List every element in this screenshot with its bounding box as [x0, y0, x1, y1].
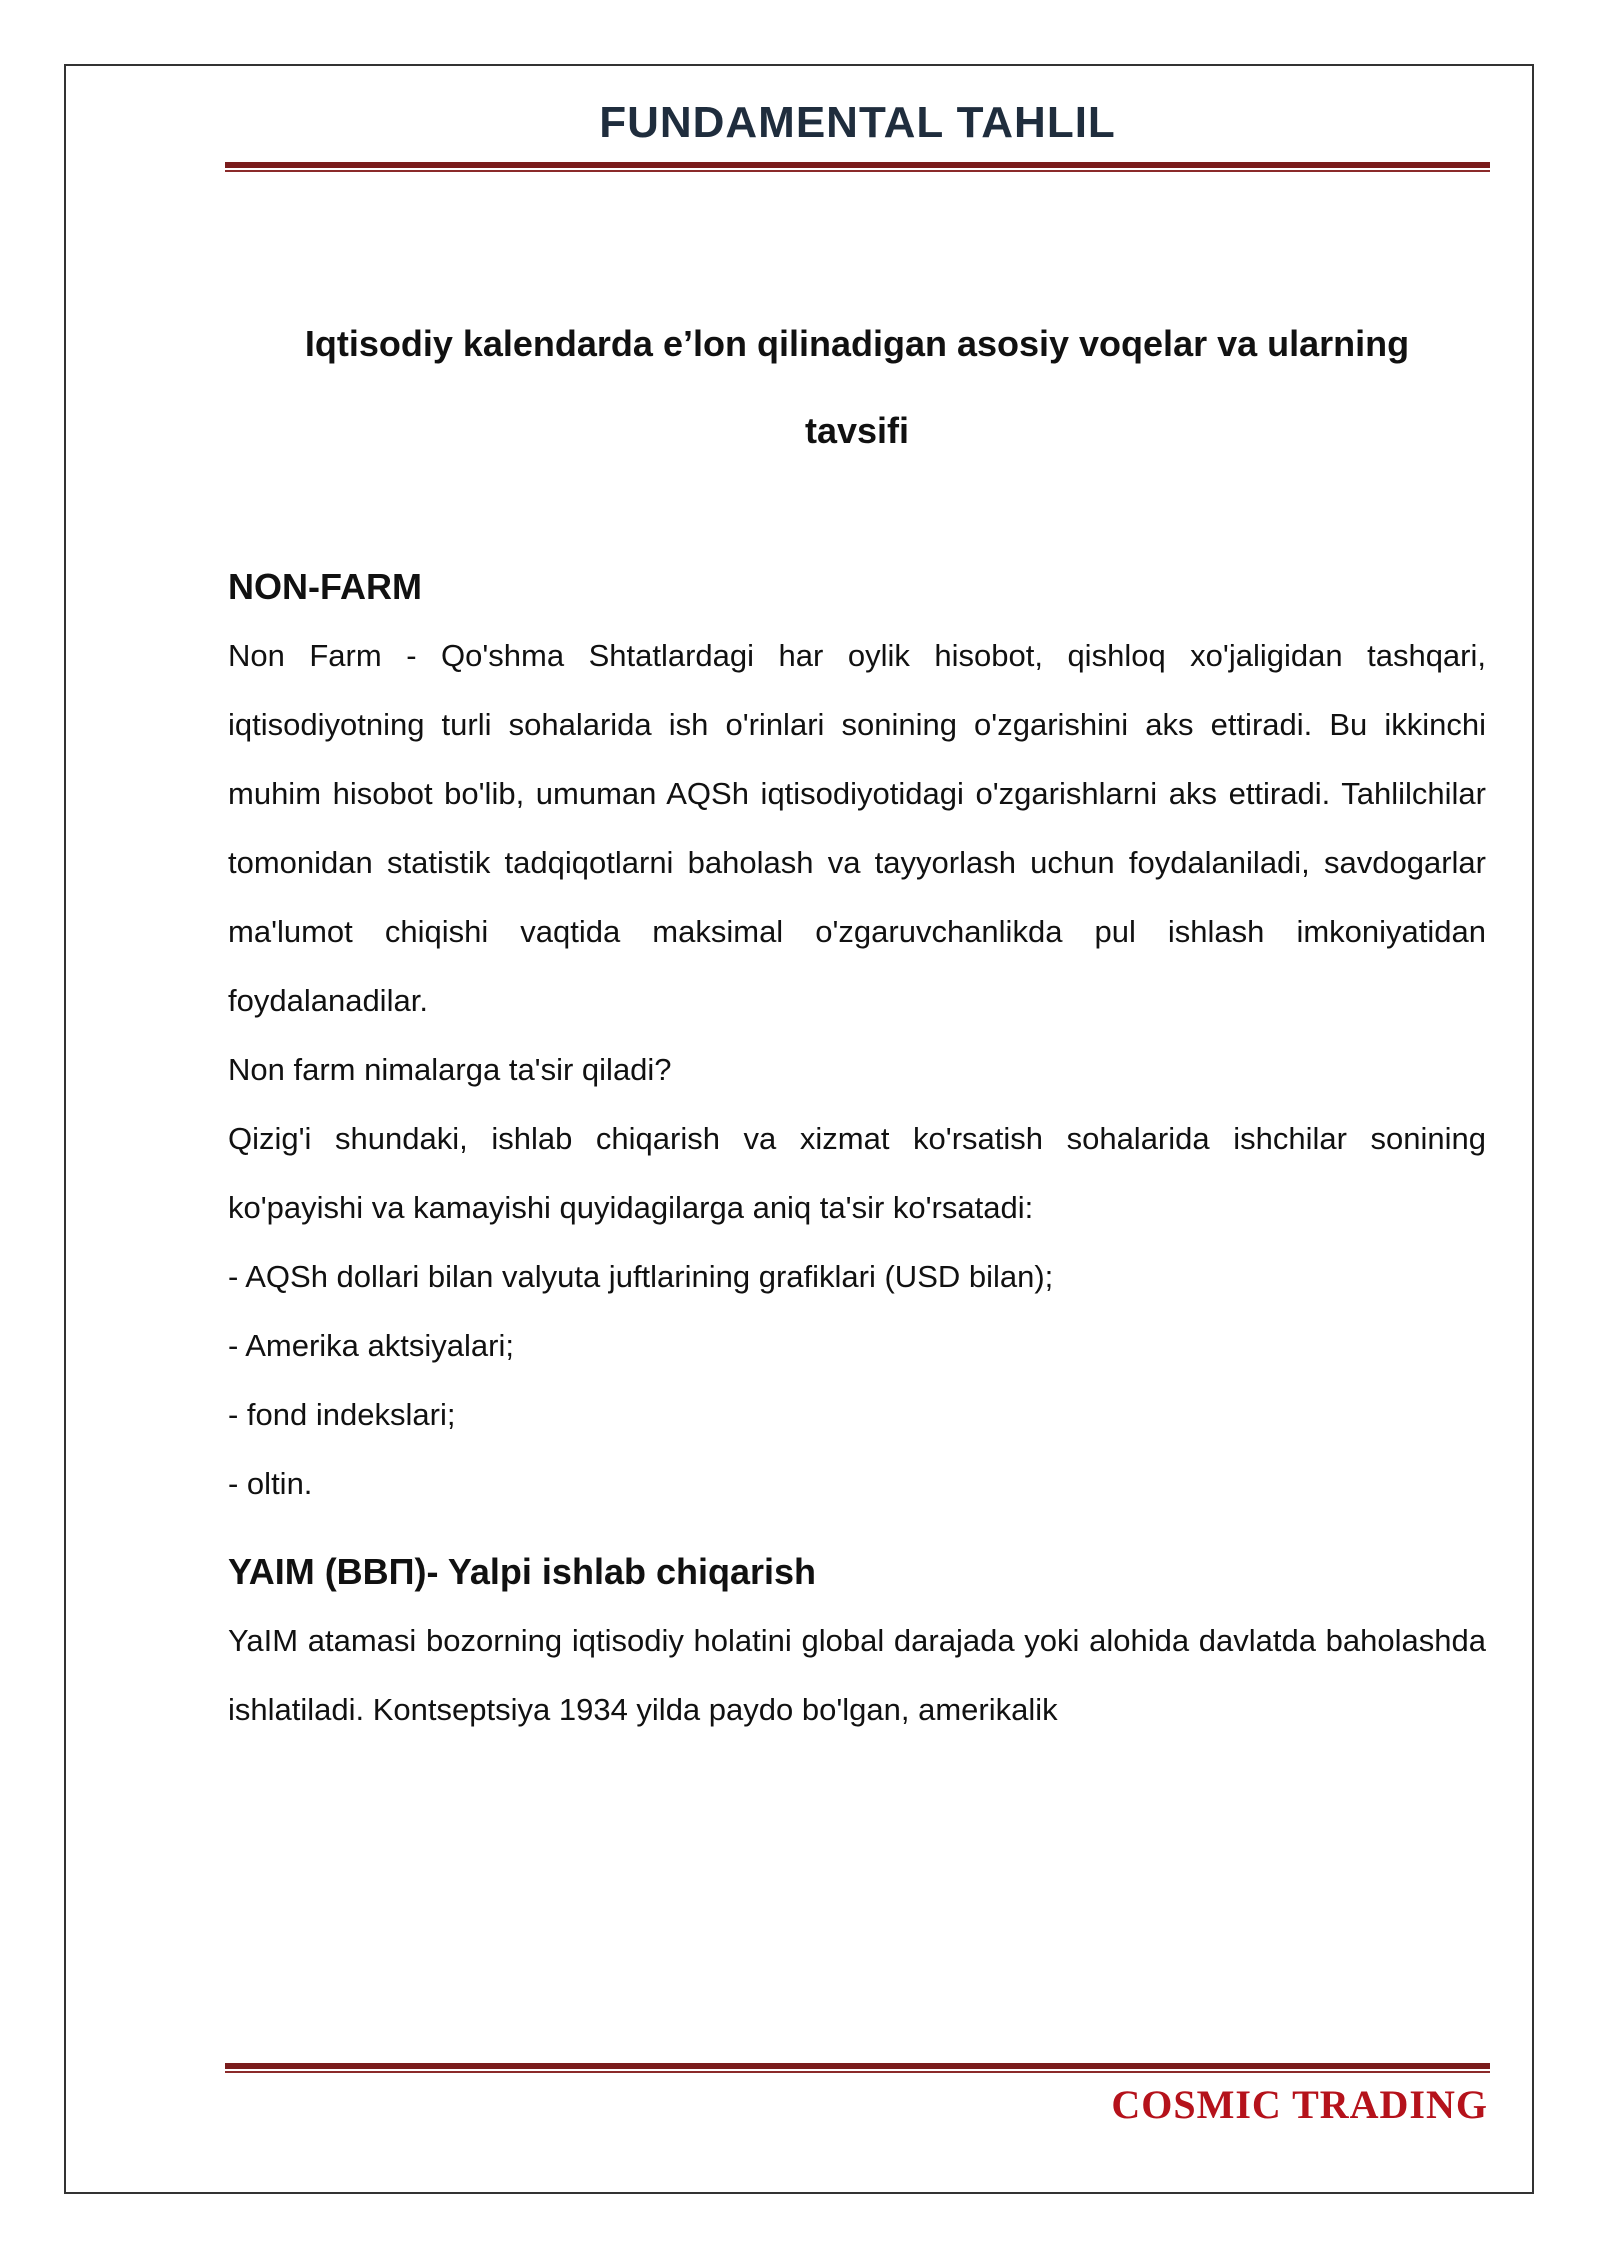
- header-rule-thin: [225, 170, 1490, 172]
- document-title-line-2: tavsifi: [804, 410, 910, 451]
- non-farm-paragraph-2: Qizig'i shundaki, ishlab chiqarish va xizmat ko'rsatish sohalarida ishchilar sonining ko'payishi va kamayishi quyidagilarga aniq ta'sir ko'rsatadi:: [228, 1121, 1486, 1225]
- document-title: [228, 300, 1486, 474]
- bullet-item: - fond indekslari;: [228, 1397, 456, 1432]
- section-heading-non-farm: NON-FARM: [228, 566, 422, 607]
- non-farm-question: Non farm nimalarga ta'sir qiladi?: [228, 1052, 672, 1087]
- header-rule: [225, 162, 1490, 172]
- document-body: [228, 300, 1486, 1744]
- section-heading-yaim: YAIM (ВВП)- Yalpi ishlab chiqarish: [228, 1551, 817, 1592]
- footer-brand: COSMIC TRADING: [1111, 2082, 1488, 2127]
- header-title: FUNDAMENTAL TAHLIL: [599, 98, 1116, 147]
- bullet-item: - Amerika aktsiyalari;: [228, 1328, 514, 1363]
- bullet-item: - AQSh dollari bilan valyuta juftlarining grafiklari (USD bilan);: [228, 1259, 1054, 1294]
- yaim-paragraph-1: YaIM atamasi bozorning iqtisodiy holatini global darajada yoki alohida davlatda baholashda ishlatiladi. Kontseptsiya 1934 yilda paydo bo'lgan, amerikalik: [228, 1623, 1486, 1727]
- non-farm-paragraph-1: Non Farm - Qo'shma Shtatlardagi har oylik hisobot, qishloq xo'jaligidan tashqari, iqtisodiyotning turli sohalarida ish o'rinlari sonining o'zgarishini aks ettiradi. Bu ikkinchi muhim hisobot bo'lib, umuman AQSh iqtisodiyotidagi o'zgarishlarni aks ettiradi. Tahlilchilar tomonidan statistik tadqiqotlarni baholash va tayyorlash uchun foydalaniladi, savdogarlar ma'lumot chiqishi vaqtida maksimal o'zgaruvchanlikda pul ishlash imkoniyatidan foydalanadilar.: [228, 638, 1486, 1018]
- document-title-line-1: Iqtisodiy kalendarda e’lon qilinadigan asosiy voqelar va ularning: [304, 323, 1410, 364]
- footer-rule: [225, 2063, 1490, 2073]
- footer-rule-thin: [225, 2071, 1490, 2073]
- bullet-item: - oltin.: [228, 1466, 313, 1501]
